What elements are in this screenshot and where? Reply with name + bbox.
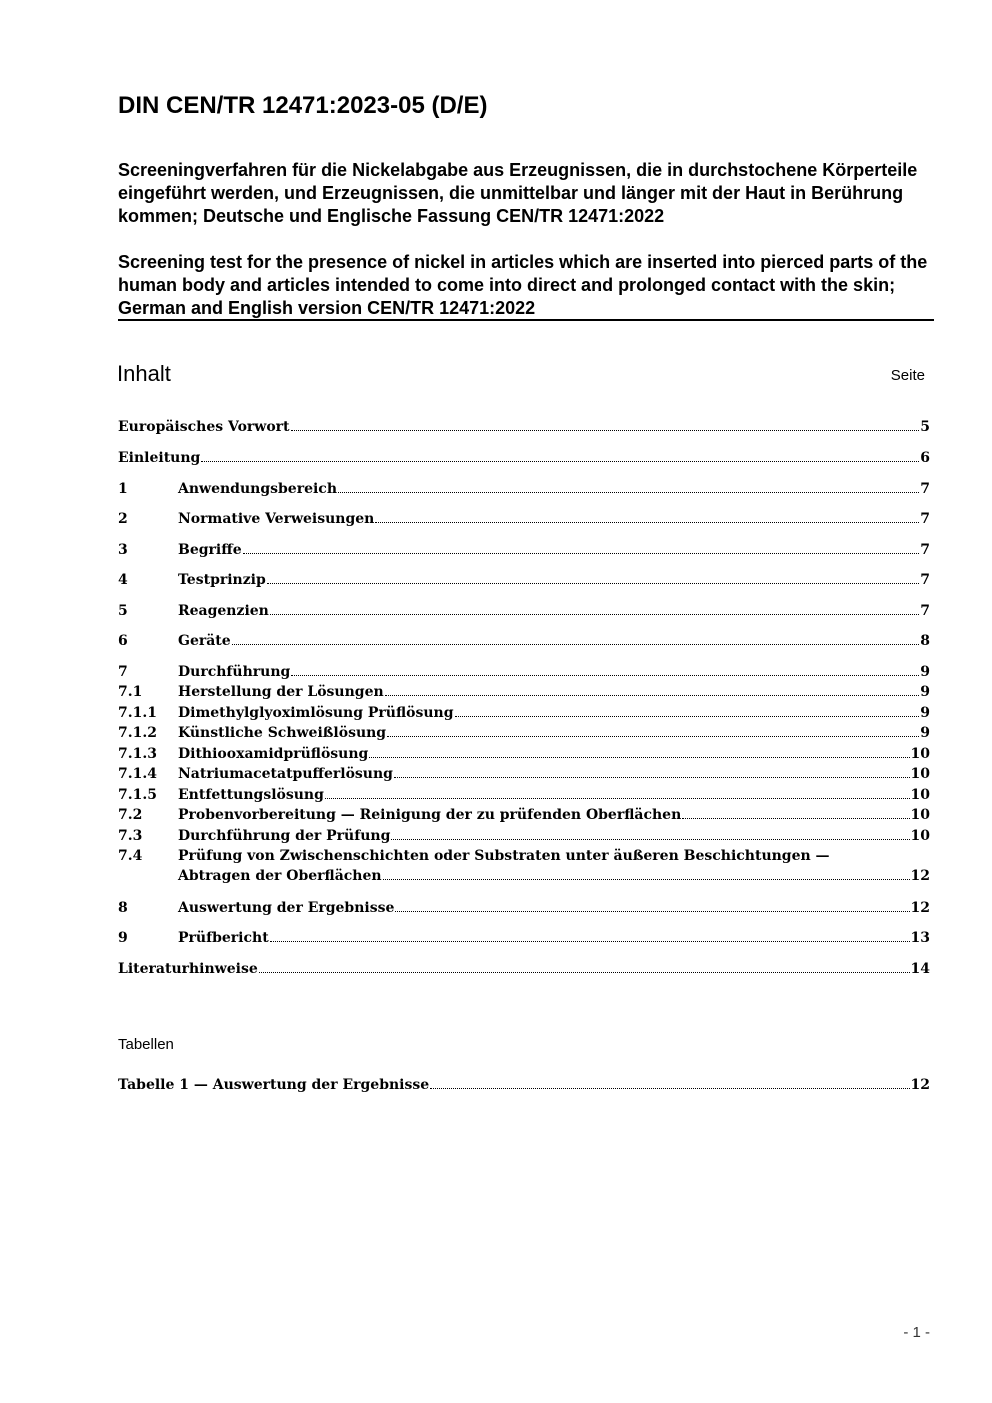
- toc-entry-number: 7.1: [118, 684, 143, 700]
- toc-entry-title: Durchführung: [178, 664, 291, 680]
- title-english: Screening test for the presence of nickel in articles which are inserted into pierced parts of the human body and articles intended to come into direct and prolonged contact with the skin; German and English version CEN/TR 12471:2022: [118, 252, 928, 318]
- toc-entry-title: Dithiooxamidprüflösung: [178, 746, 369, 762]
- toc-entry-title: Herstellung der Lösungen: [178, 684, 384, 700]
- dot-leader: [291, 663, 919, 676]
- toc-entry-body: [178, 846, 930, 886]
- dot-leader: [259, 960, 910, 973]
- toc-entry-title: Begriffe: [178, 542, 242, 558]
- toc-entry-title-line2: Abtragen der Oberflächen: [178, 868, 382, 884]
- dot-leader: [682, 806, 909, 819]
- toc-entry-page: 8: [920, 633, 930, 649]
- toc-entry-page: 13: [910, 930, 930, 946]
- toc-entry-title: Geräte: [178, 633, 231, 649]
- toc-entry-title: Dimethylglyoximlösung Prüflösung: [178, 705, 454, 721]
- toc-entry-page: 10: [910, 787, 930, 803]
- dot-leader: [375, 510, 919, 523]
- toc-entry-2[interactable]: [118, 509, 930, 529]
- toc-entry-number: 7.3: [118, 828, 143, 844]
- tables-heading: Tabellen: [118, 1036, 174, 1053]
- dot-leader: [385, 683, 920, 696]
- dot-leader: [243, 541, 920, 554]
- toc-entry-number: 7.1.4: [118, 766, 157, 782]
- toc-entry-7-3[interactable]: [118, 826, 930, 846]
- toc-entry-8[interactable]: [118, 898, 930, 918]
- toc-entry-title: Künstliche Schweißlösung: [178, 725, 387, 741]
- dot-leader: [270, 929, 910, 942]
- page-number: - 1 -: [903, 1324, 930, 1341]
- toc-entry-title: Europäisches Vorwort: [118, 419, 290, 435]
- toc-entry-introduction[interactable]: [118, 448, 930, 468]
- title-divider: [118, 319, 934, 321]
- toc-entry-page: 7: [920, 542, 930, 558]
- toc-entry-page: 9: [920, 664, 930, 680]
- toc-entry-page: 9: [920, 705, 930, 721]
- document-id: DIN CEN/TR 12471:2023-05 (D/E): [118, 92, 488, 119]
- toc-entry-page: 7: [920, 481, 930, 497]
- toc-entry-page: 10: [910, 807, 930, 823]
- toc-entry-6[interactable]: [118, 631, 930, 651]
- dot-leader: [394, 765, 910, 778]
- toc-entry-7-1-1[interactable]: [118, 703, 930, 723]
- toc-entry-number: 3: [118, 542, 128, 558]
- dot-leader: [369, 745, 909, 758]
- dot-leader: [325, 786, 910, 799]
- dot-leader: [291, 418, 920, 431]
- toc-entry-number: 6: [118, 633, 128, 649]
- toc-entry-page: 10: [910, 828, 930, 844]
- toc-entry-title: Anwendungsbereich: [178, 481, 337, 497]
- toc-heading: Inhalt: [117, 361, 171, 386]
- toc-entry-7[interactable]: [118, 662, 930, 682]
- dot-leader: [387, 724, 919, 737]
- toc-entry-number: 7.1.1: [118, 705, 157, 721]
- toc-entry-7-1[interactable]: [118, 682, 930, 702]
- toc-entry-number: 5: [118, 603, 128, 619]
- toc-entry-number: 4: [118, 572, 128, 588]
- toc-entry-9[interactable]: [118, 928, 930, 948]
- toc-entry-page: 7: [920, 511, 930, 527]
- dot-leader: [232, 632, 920, 645]
- toc-entry-page: 12: [910, 868, 930, 884]
- toc-entry-page: 9: [920, 725, 930, 741]
- dot-leader: [395, 899, 909, 912]
- toc-page-label: Seite: [890, 367, 925, 384]
- toc-entry-number: 7.2: [118, 807, 143, 823]
- toc-entry-title: Prüfbericht: [178, 930, 269, 946]
- toc-entry-number: 7.1.3: [118, 746, 157, 762]
- toc-entry-title: Testprinzip: [178, 572, 266, 588]
- toc-entry-number: 7.1.2: [118, 725, 157, 741]
- toc-entry-number: 8: [118, 900, 128, 916]
- toc-entry-7-4[interactable]: [118, 846, 930, 886]
- toc-entry-page: 12: [910, 900, 930, 916]
- toc-entry-3[interactable]: [118, 540, 930, 560]
- toc-entry-page: 9: [920, 684, 930, 700]
- toc-entry-title: Literaturhinweise: [118, 961, 258, 977]
- toc-entry-title: Einleitung: [118, 450, 201, 466]
- table-entry-1[interactable]: [118, 1075, 930, 1095]
- toc-entry-page: 7: [920, 572, 930, 588]
- dot-leader: [430, 1076, 909, 1089]
- toc-entry-7-1-2[interactable]: [118, 723, 930, 743]
- toc-entry-page: 7: [920, 603, 930, 619]
- toc-entry-page: 6: [920, 450, 930, 466]
- toc-entry-title: Entfettungslösung: [178, 787, 324, 803]
- toc-entry-title-line1: Prüfung von Zwischenschichten oder Substraten unter äußeren Beschichtungen —: [178, 848, 830, 864]
- dot-leader: [391, 827, 909, 840]
- toc-entry-title: Natriumacetatpufferlösung: [178, 766, 393, 782]
- toc-entry-line2: [178, 866, 930, 886]
- toc-entry-page: 5: [920, 419, 930, 435]
- dot-leader: [201, 449, 919, 462]
- toc-entry-page: 14: [910, 961, 930, 977]
- toc-entry-title: Auswertung der Ergebnisse: [178, 900, 395, 916]
- toc-entry-7-1-3[interactable]: [118, 744, 930, 764]
- toc-entry-page: 10: [910, 746, 930, 762]
- toc-entry-number: 2: [118, 511, 128, 527]
- toc-entry-title: Reagenzien: [178, 603, 269, 619]
- dot-leader: [338, 480, 919, 493]
- toc-entry-number: 1: [118, 481, 128, 497]
- toc-entry-4[interactable]: [118, 570, 930, 590]
- dot-leader: [270, 602, 919, 615]
- toc-entry-title: Probenvorbereitung — Reinigung der zu prüfenden Oberflächen: [178, 807, 682, 823]
- title-german: Screeningverfahren für die Nickelabgabe aus Erzeugnissen, die in durchstochene Körperteile eingeführt werden, und Erzeugnissen, die unmittelbar und länger mit der Haut in Berührung kommen; Deutsche und Englische Fassung CEN/TR 12471:2022: [118, 160, 918, 226]
- toc-entry-title: Durchführung der Prüfung: [178, 828, 391, 844]
- toc-entry-7-2[interactable]: [118, 805, 930, 825]
- table-entry-page: 12: [910, 1077, 930, 1093]
- toc-entry-5[interactable]: [118, 601, 930, 621]
- toc-entry-number: 7.4: [118, 848, 143, 864]
- table-entry-title: Tabelle 1 — Auswertung der Ergebnisse: [118, 1077, 430, 1093]
- toc-entry-number: 7: [118, 664, 128, 680]
- toc-entry-bibliography[interactable]: [118, 959, 930, 979]
- toc-entry-title: Normative Verweisungen: [178, 511, 375, 527]
- dot-leader: [455, 704, 920, 717]
- toc-entry-7-1-5[interactable]: [118, 785, 930, 805]
- toc-entry-number: 9: [118, 930, 128, 946]
- toc-entry-foreword[interactable]: [118, 417, 930, 437]
- dot-leader: [267, 571, 919, 584]
- toc-entry-7-1-4[interactable]: [118, 764, 930, 784]
- toc-entry-number: 7.1.5: [118, 787, 157, 803]
- dot-leader: [383, 867, 910, 880]
- toc-entry-page: 10: [910, 766, 930, 782]
- toc-entry-1[interactable]: [118, 479, 930, 499]
